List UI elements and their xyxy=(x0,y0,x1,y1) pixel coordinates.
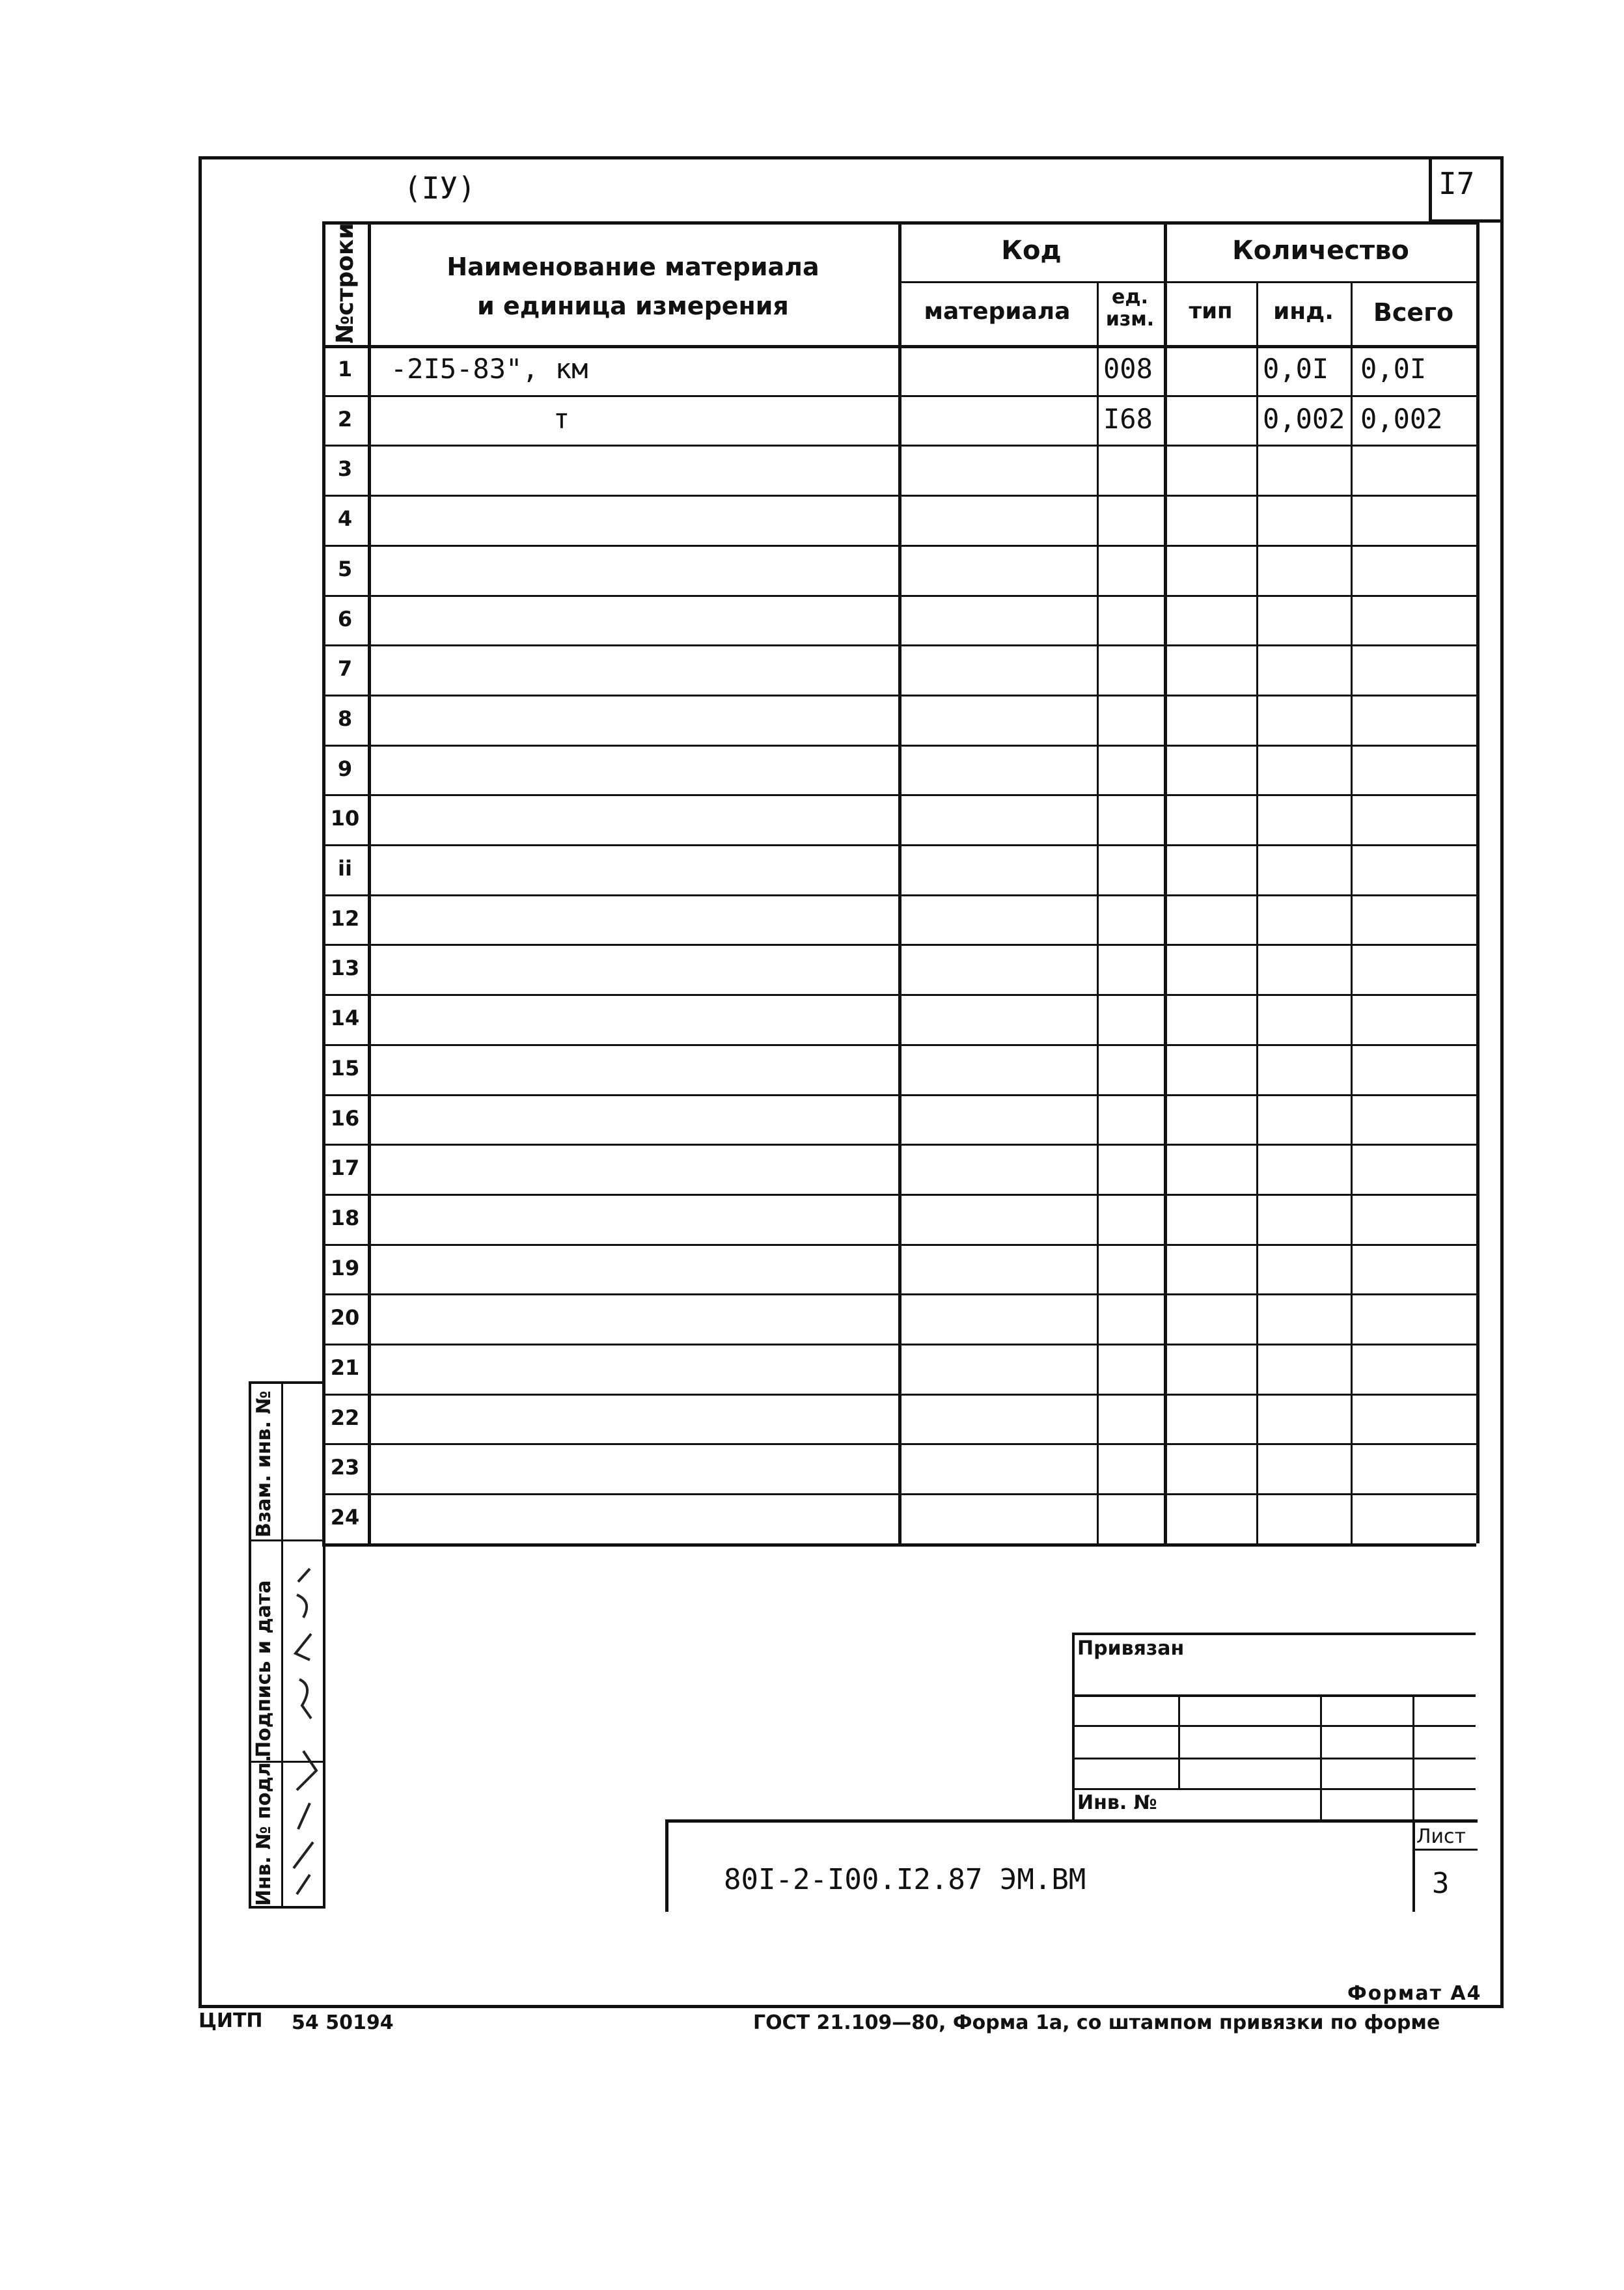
binding-col-3 xyxy=(1412,1694,1414,1819)
table-hline xyxy=(322,1443,1476,1445)
binding-col-1 xyxy=(1178,1694,1180,1789)
row-number: 4 xyxy=(337,506,353,532)
row-number: 23 xyxy=(330,1455,360,1480)
row-qty-ind: 0,0I xyxy=(1263,353,1329,385)
header-material-name-text: Наименование материала и единица измерения xyxy=(447,253,819,320)
header-code-unit-text: ед. изм. xyxy=(1105,286,1155,331)
format-label: Формат А4 xyxy=(1347,1982,1482,2005)
table-vline xyxy=(1256,281,1258,1543)
row-unit-code: 008 xyxy=(1103,353,1153,385)
header-qty-total: Всего xyxy=(1373,298,1454,327)
footer-org: ЦИТП xyxy=(199,2009,263,2032)
side-stamp-inv-label: Инв. № подл. xyxy=(253,1754,275,1906)
side-stamp-sep-1 xyxy=(249,1539,325,1541)
table-hline xyxy=(322,1394,1476,1396)
sheet-number: 3 xyxy=(1432,1867,1450,1900)
binding-col-2 xyxy=(1320,1694,1322,1819)
row-number: 16 xyxy=(330,1105,360,1131)
table-hline xyxy=(322,1493,1476,1495)
table-hline xyxy=(898,281,1476,283)
table-hline xyxy=(322,944,1476,946)
table-hline xyxy=(322,844,1476,846)
table-hline xyxy=(322,695,1476,697)
table-hline xyxy=(322,794,1476,796)
table-hline xyxy=(322,595,1476,597)
row-number: 24 xyxy=(330,1505,360,1530)
table-vline xyxy=(1476,221,1479,1543)
side-stamp-vzam-label: Взам. инв. № xyxy=(253,1390,275,1538)
header-code-unit xyxy=(1097,286,1163,331)
table-hline xyxy=(322,1543,1476,1547)
side-stamp-signature-label: Подпись и дата xyxy=(253,1580,275,1758)
table-hline xyxy=(322,1194,1476,1196)
binding-title: Привязан xyxy=(1077,1637,1185,1660)
row-number: 5 xyxy=(337,556,353,581)
row-number: 6 xyxy=(337,606,353,631)
table-vline xyxy=(1351,281,1353,1543)
row-number: 18 xyxy=(330,1205,360,1230)
page-number: I7 xyxy=(1438,166,1475,201)
table-hline xyxy=(322,1293,1476,1295)
table-hline xyxy=(322,1244,1476,1246)
row-number: 12 xyxy=(330,905,360,931)
row-number: 19 xyxy=(330,1255,360,1280)
row-number: 15 xyxy=(330,1055,360,1081)
title-block-sheet-sep xyxy=(1412,1849,1478,1851)
row-material-name: -2I5-83", км xyxy=(391,353,588,385)
footer-gost: ГОСТ 21.109—80, Форма 1а, со штампом привязки по форме xyxy=(753,2011,1440,2034)
header-code: Код xyxy=(1001,236,1062,266)
row-number: 1 xyxy=(337,357,353,381)
format-underline xyxy=(1295,2006,1504,2008)
title-block-sheet-divider xyxy=(1412,1819,1415,1912)
side-stamp-divider xyxy=(281,1381,283,1909)
binding-row-1 xyxy=(1072,1694,1476,1697)
row-number: 3 xyxy=(337,456,353,482)
header-material-name xyxy=(368,247,898,325)
row-number: 20 xyxy=(330,1305,360,1331)
row-unit-code: I68 xyxy=(1103,402,1153,435)
header-qty-type: тип xyxy=(1189,298,1233,324)
table-hline xyxy=(322,644,1476,646)
row-number: 21 xyxy=(330,1355,360,1380)
binding-row-3 xyxy=(1072,1758,1476,1759)
row-qty-total: 0,0I xyxy=(1360,353,1427,385)
table-hline xyxy=(322,395,1476,397)
table-vline xyxy=(1097,281,1099,1543)
handwritten-signature-icon xyxy=(284,1556,325,1907)
table-hline xyxy=(322,994,1476,996)
table-hline xyxy=(322,1144,1476,1146)
header-code-material: материала xyxy=(924,298,1071,325)
footer-order: 54 50194 xyxy=(292,2011,394,2034)
header-qty-ind: инд. xyxy=(1273,298,1334,325)
row-number: 2 xyxy=(337,406,353,432)
row-qty-ind: 0,002 xyxy=(1263,402,1345,435)
binding-row-4 xyxy=(1072,1788,1476,1790)
sheet-section-label: (IУ) xyxy=(404,171,476,206)
sheet-label: Лист xyxy=(1416,1825,1466,1848)
row-number: 9 xyxy=(337,756,353,781)
table-hline xyxy=(322,745,1476,747)
table-hline xyxy=(322,894,1476,896)
row-number: 7 xyxy=(337,656,353,682)
row-number: 8 xyxy=(337,706,353,731)
row-number: 14 xyxy=(330,1006,360,1031)
header-row-number: №строки xyxy=(332,223,359,344)
table-hline xyxy=(322,1094,1476,1096)
header-quantity: Количество xyxy=(1232,236,1409,266)
binding-inv-label: Инв. № xyxy=(1077,1791,1157,1814)
table-hline xyxy=(322,1344,1476,1345)
row-number: 10 xyxy=(330,806,360,831)
row-number: 17 xyxy=(330,1155,360,1181)
row-number: ii xyxy=(338,856,352,881)
row-number: 22 xyxy=(330,1405,360,1430)
binding-row-2 xyxy=(1072,1725,1476,1727)
row-number: 13 xyxy=(330,956,360,981)
document-code: 80I-2-I00.I2.87 ЭМ.ВМ xyxy=(724,1863,1086,1896)
row-material-name: т xyxy=(553,402,570,435)
table-hline xyxy=(322,545,1476,547)
row-qty-total: 0,002 xyxy=(1360,402,1443,435)
table-hline xyxy=(322,495,1476,497)
table-hline xyxy=(322,1044,1476,1046)
table-hline xyxy=(322,445,1476,447)
